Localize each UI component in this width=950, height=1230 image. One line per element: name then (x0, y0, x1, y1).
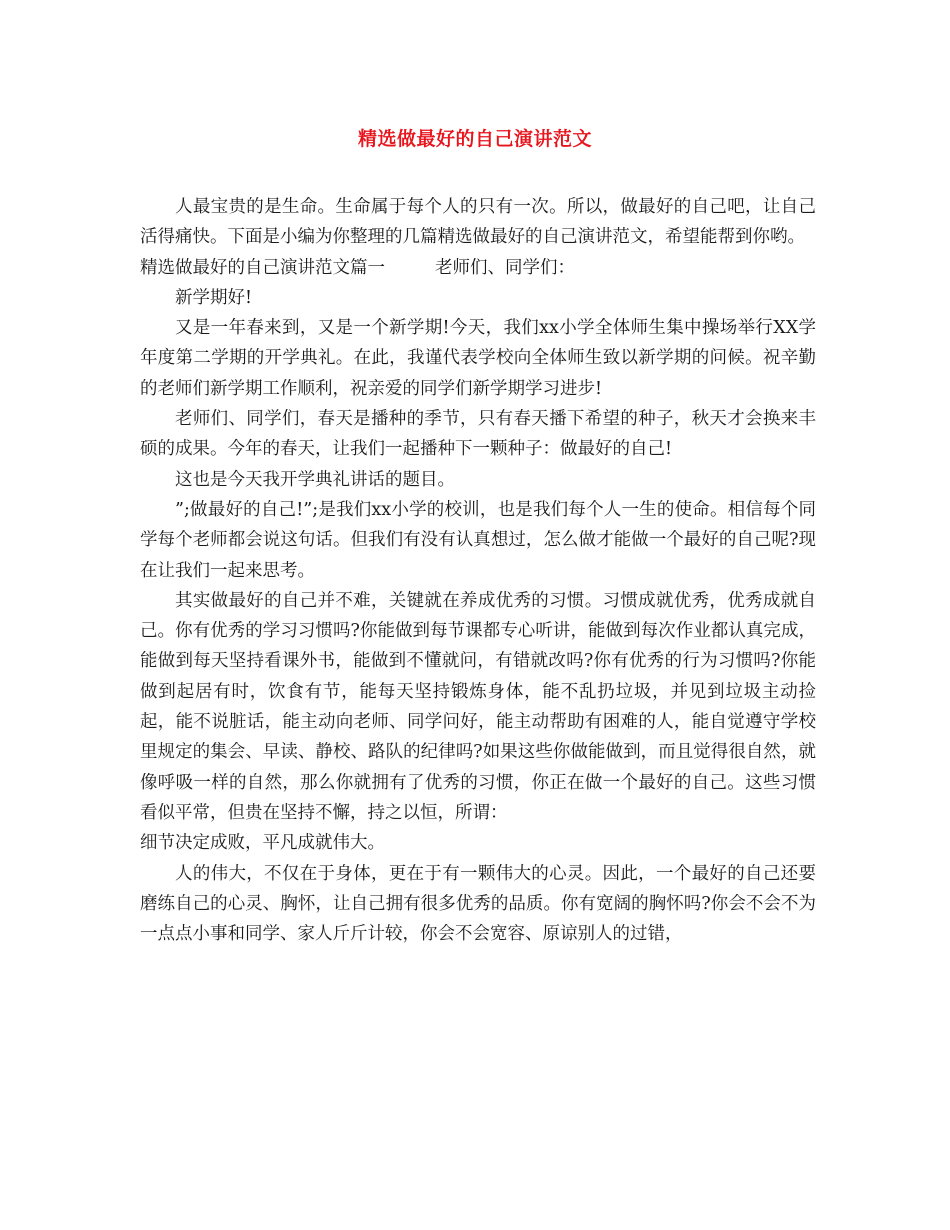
paragraph-greatness: 人的伟大，不仅在于身体，更在于有一颗伟大的心灵。因此，一个最好的自己还要磨练自己的心灵、胸怀，让自己拥有很多优秀的品质。你有宽阔的胸怀吗?你会不会不为一点点小事和同学、家人斤斤计较，你会不会宽容、原谅别人的过错， (140, 863, 816, 945)
paragraph-saying: 细节决定成败，平凡成就伟大。 (140, 833, 385, 854)
section-heading-line (140, 253, 816, 283)
paragraph-topic: 这也是今天我开学典礼讲话的题目。 (175, 469, 455, 490)
document-body (140, 192, 816, 949)
paragraph-new-semester: 又是一年春来到，又是一个新学期!今天，我们xx小学全体师生集中操场举行XX学年度第二学期的开学典礼。在此，我谨代表学校向全体师生致以新学期的问候。祝辛勤的老师们新学期工作顺利，祝亲爱的同学们新学期学习进步! (140, 318, 816, 399)
document-title: 精选做最好的自己演讲范文 (357, 128, 592, 150)
intro-paragraph: 人最宝贵的是生命。生命属于每个人的只有一次。所以，做最好的自己吧，让自己活得痛快。下面是小编为你整理的几篇精选做最好的自己演讲范文，希望能帮到你哟。 (140, 197, 816, 248)
salutation: 老师们、同学们： (435, 257, 575, 278)
paragraph-habits: 其实做最好的自己并不难，关键就在养成优秀的习惯。习惯成就优秀，优秀成就自己。你有优秀的学习习惯吗?你能做到每节课都专心听讲，能做到每次作业都认真完成，能做到每天坚持看课外书，能做到不懂就问，有错就改吗?你有优秀的行为习惯吗?你能做到起居有时，饮食有节，能每天坚持锻炼身体，能不乱扔垃圾，并见到垃圾主动捡起，能不说脏话，能主动向老师、同学问好，能主动帮助有困难的人，能自觉遵守学校里规定的集会、早读、静校、路队的纪律吗?如果这些你做能做到，而且觉得很自然，就像呼吸一样的自然，那么你就拥有了优秀的习惯，你正在做一个最好的自己。这些习惯看似平常，但贵在坚持不懈，持之以恒，所谓： (140, 590, 816, 823)
paragraph-motto: ”;做最好的自己!”;是我们xx小学的校训，也是我们每个人一生的使命。相信每个同学每个老师都会说这句话。但我们有没有认真想过，怎么做才能做一个最好的自己呢?现在让我们一起来思考。 (140, 499, 816, 581)
paragraph-spring: 老师们、同学们，春天是播种的季节，只有春天播下希望的种子，秋天才会换来丰硕的成果。今年的春天，让我们一起播种下一颗种子：做最好的自己! (140, 409, 816, 460)
section-heading: 精选做最好的自己演讲范文篇一 (140, 257, 385, 278)
paragraph-greeting: 新学期好! (175, 287, 253, 308)
